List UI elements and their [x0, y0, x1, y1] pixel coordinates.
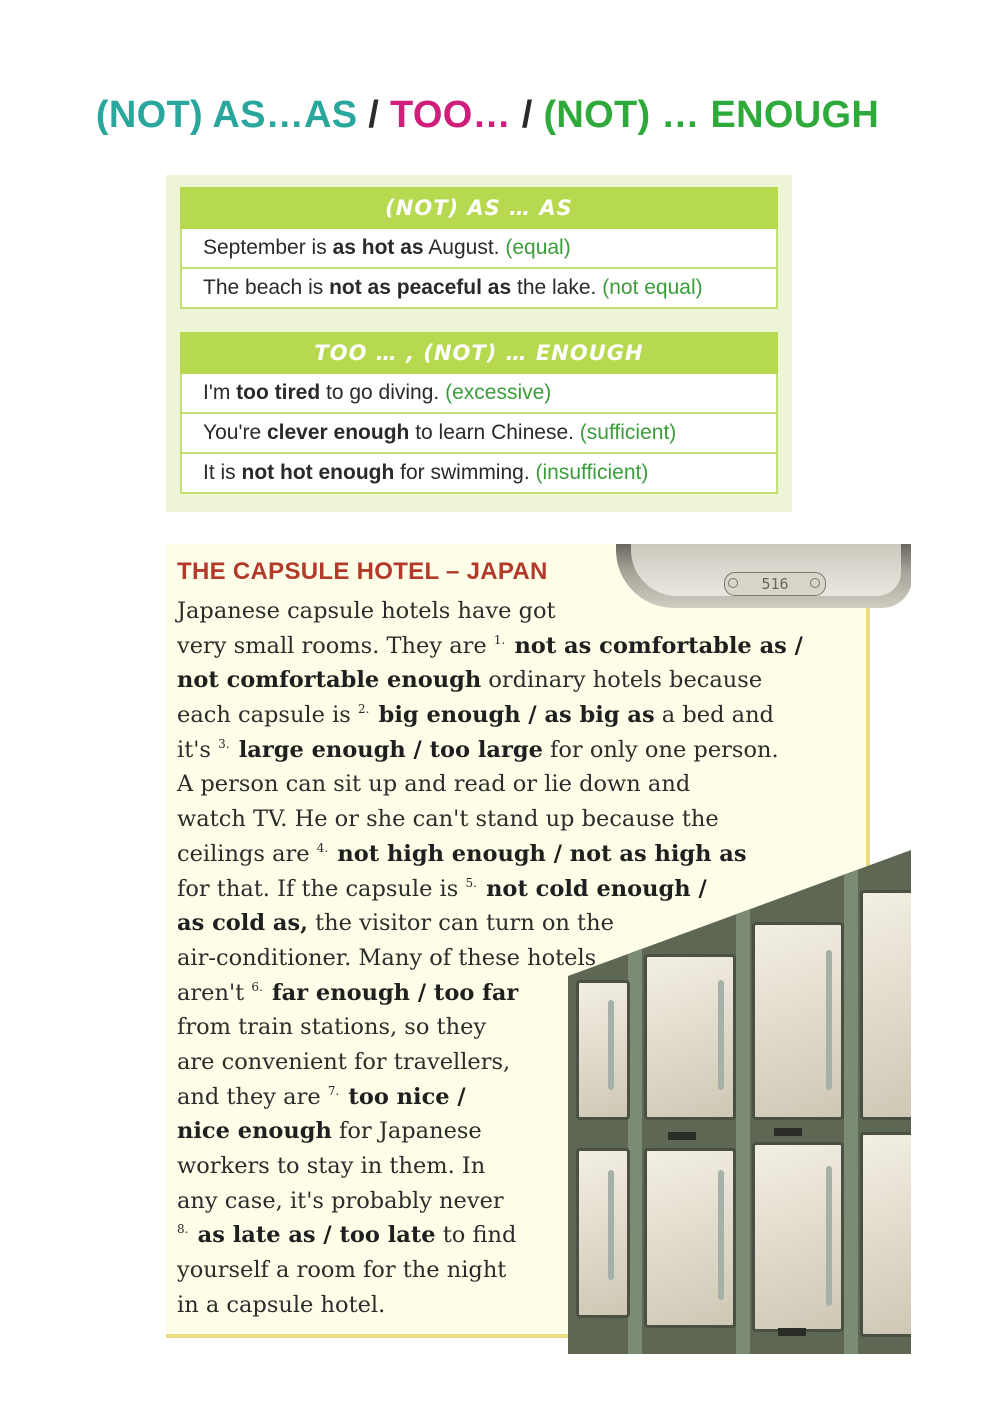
reading-text-fragment: A person can sit up and read or lie down and — [177, 771, 691, 798]
reading-line — [177, 698, 857, 733]
reading-panel — [166, 544, 911, 1354]
title-part-enough: (NOT) … ENOUGH — [543, 94, 880, 136]
reading-text-fragment: yourself a room for the night — [177, 1257, 507, 1284]
reading-text-fragment: Japanese capsule hotels have got — [177, 598, 556, 624]
reading-line — [177, 629, 857, 664]
reading-line — [177, 941, 857, 976]
answer-option: big enough / as big as — [378, 702, 655, 729]
gap-number: 8. — [177, 1222, 189, 1237]
grammar-reference-box — [166, 175, 792, 512]
answer-option: as late as / too late — [197, 1222, 436, 1249]
keypad-button-icon — [728, 578, 738, 588]
gap-number: 4. — [316, 840, 329, 855]
answer-option: nice enough — [177, 1118, 332, 1145]
grammar-example-row: September is as hot as August. (equal) — [180, 229, 778, 269]
grammar-table-as-as — [180, 187, 778, 309]
reading-text-fragment: ordinary hotels because — [481, 667, 763, 694]
title-separator: / — [510, 94, 544, 136]
grammar-structure: not as peaceful as — [329, 276, 512, 299]
reading-text-fragment — [190, 1222, 197, 1248]
reading-text-fragment: from train stations, so they — [177, 1014, 487, 1041]
grammar-meaning-note: (excessive) — [445, 381, 552, 404]
reading-line — [177, 802, 857, 837]
reading-line — [177, 1253, 857, 1288]
grammar-example-row: I'm too tired to go diving. (excessive) — [180, 374, 778, 414]
grammar-structure: clever enough — [266, 421, 410, 444]
reading-text-fragment: each capsule is — [177, 702, 358, 729]
grammar-structure: not hot enough — [241, 461, 395, 484]
keypad-button-icon — [810, 578, 820, 588]
grammar-table-too-enough — [180, 332, 778, 494]
gap-number: 6. — [251, 979, 263, 994]
answer-option: not high enough / not as high as — [337, 840, 747, 867]
reading-line — [177, 733, 857, 768]
grammar-meaning-note: (not equal) — [602, 276, 703, 299]
answer-option: too nice / — [348, 1083, 466, 1110]
gap-number: 5. — [465, 875, 477, 890]
reading-line — [177, 1288, 857, 1323]
grammar-table-heading: TOO … , (NOT) … ENOUGH — [180, 332, 778, 374]
answer-option: not cold enough / — [486, 875, 707, 902]
grammar-meaning-note: (equal) — [505, 236, 571, 259]
reading-text-fragment: ceilings are — [177, 840, 317, 867]
reading-line — [177, 906, 857, 941]
reading-text-fragment: the visitor can turn on the — [307, 910, 614, 937]
reading-text-fragment: in a capsule hotel. — [177, 1291, 386, 1318]
reading-title: THE CAPSULE HOTEL – JAPAN — [177, 558, 548, 585]
reading-line — [177, 1045, 857, 1080]
reading-line — [177, 1010, 857, 1045]
title-part-as-as: (NOT) AS…AS — [95, 94, 358, 136]
gap-number: 1. — [493, 632, 506, 647]
reading-text-fragment: for that. If the capsule is — [177, 875, 466, 902]
reading-text-fragment — [479, 876, 486, 902]
reading-text-fragment: air-conditioner. Many of these hotels — [177, 944, 597, 971]
reading-text-fragment — [232, 737, 239, 763]
reading-line — [177, 1080, 857, 1115]
answer-option: not comfortable enough — [177, 667, 482, 694]
grammar-example-row: You're clever enough to learn Chinese. (sufficient) — [180, 414, 778, 454]
gap-number: 3. — [218, 736, 230, 751]
reading-line — [177, 837, 857, 872]
reading-line — [177, 1218, 857, 1253]
grammar-meaning-note: (sufficient) — [579, 421, 677, 444]
worksheet-title — [0, 94, 975, 137]
reading-line — [177, 594, 857, 629]
grammar-example-row: It is not hot enough for swimming. (insufficient) — [180, 454, 778, 494]
answer-option: not as comfortable as / — [514, 632, 803, 659]
grammar-structure: too tired — [236, 381, 321, 404]
reading-line — [177, 872, 857, 907]
grammar-example-row: The beach is not as peaceful as the lake. (not equal) — [180, 269, 778, 309]
reading-line — [177, 1184, 857, 1219]
reading-text-fragment: and they are — [177, 1083, 328, 1110]
reading-text-fragment: watch TV. He or she can't stand up because the — [177, 806, 719, 833]
reading-text-fragment: for Japanese — [331, 1118, 482, 1145]
gap-number: 2. — [358, 702, 370, 717]
reading-text — [177, 594, 857, 1322]
grammar-table-heading: (NOT) AS … AS — [180, 187, 778, 229]
reading-text-fragment: very small rooms. They are — [177, 632, 494, 659]
reading-text-fragment — [265, 980, 272, 1006]
reading-line — [177, 767, 857, 802]
reading-text-fragment — [371, 702, 378, 728]
answer-option: as cold as, — [177, 910, 308, 937]
reading-text-fragment: it's — [177, 736, 219, 763]
title-part-too: TOO… — [390, 94, 511, 136]
reading-line — [177, 976, 857, 1011]
title-separator: / — [357, 94, 391, 136]
answer-option: large enough / too large — [238, 736, 543, 763]
reading-text-fragment: any case, it's probably never — [177, 1187, 504, 1214]
reading-text-fragment: aren't — [177, 979, 252, 1006]
reading-text-fragment: a bed and — [654, 702, 774, 729]
reading-text-fragment: workers to stay in them. In — [177, 1153, 486, 1179]
reading-line — [177, 1114, 857, 1149]
capsule-number-label: 516 — [724, 572, 826, 596]
answer-option: far enough / too far — [271, 979, 519, 1006]
reading-text-fragment: for only one person. — [542, 736, 779, 763]
reading-line — [177, 1149, 857, 1184]
grammar-structure: as hot as — [332, 236, 424, 259]
reading-line — [177, 663, 857, 698]
grammar-meaning-note: (insufficient) — [535, 461, 649, 484]
reading-text-fragment: to find — [435, 1222, 517, 1249]
gap-number: 7. — [327, 1083, 340, 1098]
reading-text-fragment: are convenient for travellers, — [177, 1048, 511, 1075]
